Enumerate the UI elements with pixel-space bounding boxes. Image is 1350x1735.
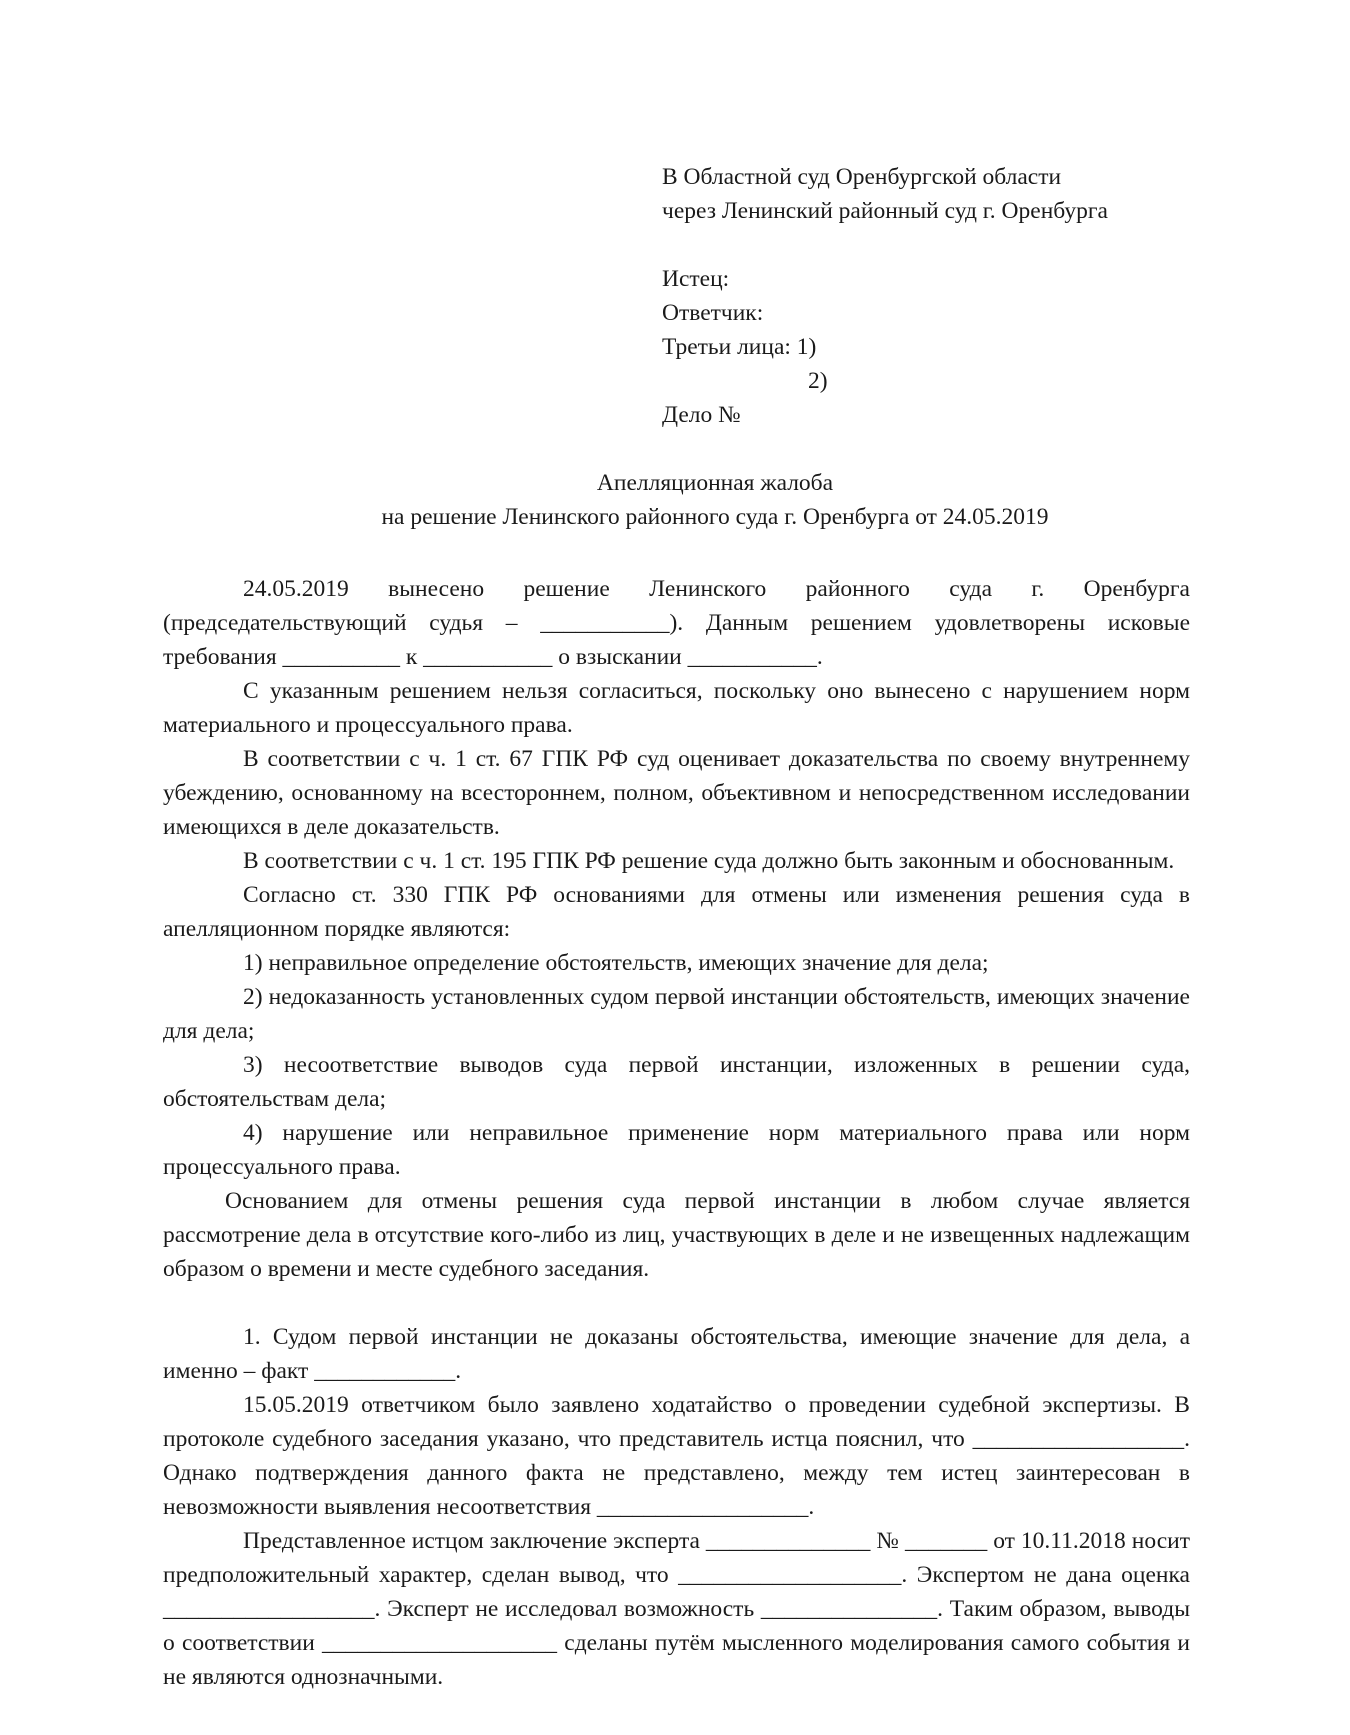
third-party-2: 2)	[808, 368, 828, 394]
document-body	[163, 572, 1190, 1694]
paragraph: С указанным решением нельзя согласиться, поскольку оно вынесено с нарушением норм материального и процессуального права.	[163, 678, 1190, 738]
document-title	[0, 466, 1350, 534]
title-line-2: на решение Ленинского районного суда г. Оренбурга от 24.05.2019	[381, 504, 1049, 530]
third-parties-label: Третьи лица: 1)	[662, 334, 817, 360]
addressee-block	[662, 160, 1108, 432]
paragraph: Основанием для отмены решения суда первой инстанции в любом случае является рассмотрение дела в отсутствие кого-либо из лиц, участвующих в деле и не извещенных надлежащим образом о времени и месте судебного заседания.	[163, 1188, 1190, 1282]
plaintiff-label: Истец:	[662, 266, 730, 292]
paragraph: 1. Судом первой инстанции не доказаны обстоятельства, имеющие значение для дела, а именно – факт ____________.	[163, 1324, 1190, 1384]
paragraph: Согласно ст. 330 ГПК РФ основаниями для отмены или изменения решения суда в апелляционном порядке являются:	[163, 882, 1190, 942]
court-name: В Областной суд Оренбургской области	[662, 164, 1062, 190]
case-number-label: Дело №	[662, 402, 741, 428]
paragraph: 24.05.2019 вынесено решение Ленинского районного суда г. Оренбурга (председательствующий судья – ___________). Данным решением удовлетворены исковые требования __________ к ___________ о взыскании ___________.	[163, 576, 1190, 670]
list-item: 3) несоответствие выводов суда первой инстанции, изложенных в решении суда, обстоятельствам дела;	[163, 1052, 1190, 1112]
paragraph: В соответствии с ч. 1 ст. 67 ГПК РФ суд оценивает доказательства по своему внутреннему убеждению, основанному на всестороннем, полном, объективном и непосредственном исследовании имеющихся в деле доказательств.	[163, 746, 1190, 840]
paragraph: Представленное истцом заключение эксперта ______________ № _______ от 10.11.2018 носит предположительный характер, сделан вывод, что ___________________. Экспертом не дана оценка __________________. Эксперт не исследовал возможность _______________. Таким образом, выводы о соответствии ____________________ сделаны путём мысленного моделирования самого события и не являются однозначными.	[163, 1528, 1190, 1690]
list-item: 4) нарушение или неправильное применение норм материального права или норм процессуального права.	[163, 1120, 1190, 1180]
list-item: 2) недоказанность установленных судом первой инстанции обстоятельств, имеющих значение для дела;	[163, 984, 1190, 1044]
paragraph: В соответствии с ч. 1 ст. 195 ГПК РФ решение суда должно быть законным и обоснованным.	[243, 848, 1175, 874]
list-item: 1) неправильное определение обстоятельств, имеющих значение для дела;	[243, 950, 989, 976]
title-line-1: Апелляционная жалоба	[596, 470, 834, 496]
court-via: через Ленинский районный суд г. Оренбурга	[662, 198, 1108, 224]
paragraph: 15.05.2019 ответчиком было заявлено ходатайство о проведении судебной экспертизы. В протоколе судебного заседания указано, что представитель истца пояснил, что __________________. Однако подтверждения данного факта не представлено, между тем истец заинтересован в невозможности выявления несоответствия __________________.	[163, 1392, 1190, 1520]
defendant-label: Ответчик:	[662, 300, 764, 326]
